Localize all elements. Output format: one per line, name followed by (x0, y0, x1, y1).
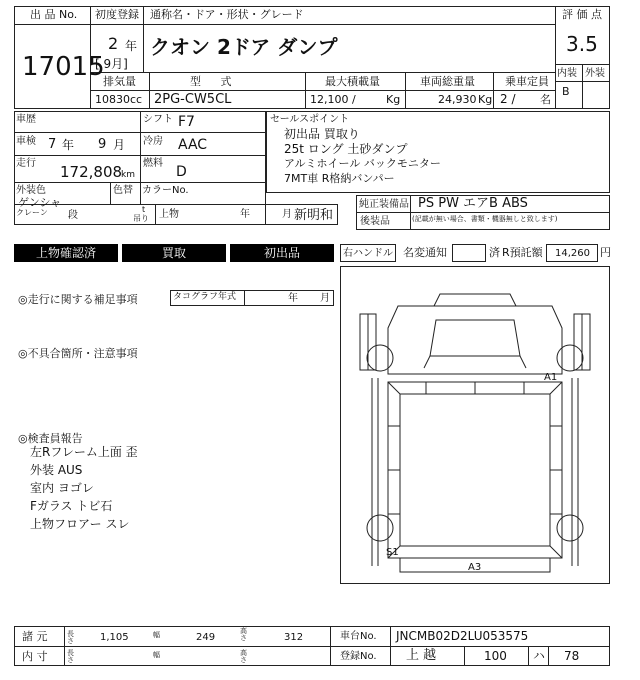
width: 249 (196, 632, 216, 643)
first-reg-label: 初度登録 (95, 8, 139, 21)
capacity: 2 / (500, 92, 516, 106)
inspector-line: 室内 ヨゴレ (30, 481, 94, 495)
ac: AAC (178, 137, 208, 153)
history-label: 車歴 (16, 114, 36, 125)
capacity-unit: 名 (540, 93, 551, 106)
recycle-unit: 円 (600, 246, 611, 259)
model-code-label: 型 式 (190, 75, 240, 88)
reg-kana: ハ (533, 649, 546, 663)
model-label: 通称名・ドア・形状・グレード (150, 8, 304, 21)
mark-s1: S1 (386, 547, 399, 558)
chassis-label: 車台No. (340, 631, 377, 642)
inspector-line: 上物フロアー スレ (30, 517, 130, 531)
tacho-month-unit: 月 (320, 293, 330, 304)
max-load: 12,100 / (310, 93, 356, 106)
upper-label: 上物 (159, 209, 179, 220)
upper-maker: 新明和 (294, 208, 334, 223)
score: 3.5 (566, 32, 598, 56)
inspection-label: 車検 (16, 136, 36, 147)
reg-label: 登録No. (340, 651, 377, 662)
tacho-label: タコグラフ年式 (173, 292, 237, 302)
aftermarket-note: (記載が無い場合、書類・機器無しと致します) (412, 215, 558, 223)
crane-label: クレーン (16, 208, 48, 217)
shift-label: シフト (143, 114, 173, 125)
dims-label: 諸 元 (22, 630, 48, 643)
inspection-year-unit: 年 (62, 138, 75, 152)
mileage: 172,808 (60, 163, 123, 181)
truck-diagram (340, 266, 610, 584)
inspector-line: 左Rフレーム上面 歪 (30, 445, 138, 459)
recycle-status: 済 (489, 246, 500, 259)
recycle-label: R預託額 (502, 246, 543, 259)
reg-region: 上 越 (406, 648, 437, 663)
lot-number: 17015 (22, 52, 105, 82)
length-label: 長さ (67, 630, 74, 645)
ac-label: 冷房 (143, 136, 163, 147)
first-reg-year: 2 (108, 34, 119, 53)
tacho-year-unit: 年 (288, 293, 298, 304)
displacement: 10830 (95, 93, 130, 106)
gross-weight-label: 車両総重量 (420, 75, 475, 88)
height: 312 (284, 632, 304, 643)
inspection-year: 7 (48, 137, 57, 152)
crane-ton-unit: t (142, 205, 146, 214)
mileage-unit: km (121, 170, 135, 180)
shift: F7 (178, 114, 195, 130)
inner-length-label: 長さ (67, 649, 74, 664)
fuel-label: 燃料 (143, 158, 163, 169)
inner-label: 内 寸 (22, 650, 48, 663)
reg-class: 100 (484, 649, 507, 663)
sales-point-line: 7MT車 R格納バンパー (284, 172, 395, 185)
sales-point-line: 初出品 買取り (284, 127, 360, 141)
gross-weight-unit: Kg (478, 93, 493, 106)
inspector-line: 外装 AUS (30, 463, 83, 477)
transfer-label: 名変通知 (403, 246, 447, 259)
recycle-amount: 14,260 (555, 248, 590, 259)
max-load-label: 最大積載量 (325, 75, 380, 88)
mileage-label: 走行 (16, 158, 36, 169)
lot-label: 出 品 No. (30, 8, 78, 21)
purchase-badge: 買取 (122, 244, 226, 262)
aftermarket-label: 後装品 (360, 216, 390, 227)
inner-height-label: 高さ (240, 649, 247, 664)
transfer-box (452, 244, 486, 262)
steering: 右ハンドル (343, 248, 393, 259)
first-listing-badge: 初出品 (230, 244, 334, 262)
color-no-field: カラーNo. (142, 185, 189, 196)
displacement-label: 排気量 (103, 75, 136, 88)
crane-hook-unit: 吊り (133, 214, 149, 223)
color-no-label: 色替 (113, 185, 133, 196)
upper-check-badge: 上物確認済 (14, 244, 118, 262)
inspection-month-unit: 月 (113, 138, 126, 152)
max-load-unit: Kg (386, 93, 401, 106)
width-label: 幅 (153, 631, 160, 639)
ext-color-label: 外装色 (16, 185, 46, 196)
score-label: 評 価 点 (562, 8, 602, 21)
capacity-label: 乗車定員 (505, 75, 549, 88)
factory-equipment: PS PW エアB ABS (418, 196, 528, 211)
model-code: 2PG-CW5CL (154, 92, 232, 107)
fuel: D (176, 164, 187, 180)
year-unit: 年 (125, 39, 138, 53)
model-name: クオン 2ドア ダンプ (150, 35, 338, 59)
upper-year-unit: 年 (240, 209, 250, 220)
inspection-month: 9 (98, 137, 107, 152)
displacement-unit: cc (130, 93, 143, 106)
tacho-title: ◎走行に関する補足事項 (18, 293, 138, 306)
factory-label: 純正装備品 (359, 199, 409, 210)
reg-number: 78 (564, 649, 580, 663)
mark-a3: A3 (468, 562, 482, 573)
interior-grade: B (562, 85, 570, 98)
gross-weight: 24,930 (438, 93, 477, 106)
inner-width-label: 幅 (153, 651, 160, 659)
chassis-number: JNCMB02D2LU053575 (396, 629, 529, 643)
sales-points-label: セールスポイント (270, 114, 350, 125)
inspector-line: Fガラス トビ石 (30, 499, 113, 513)
inspector-title: ◎検査員報告 (18, 432, 83, 445)
exterior-label: 外装 (585, 68, 605, 79)
upper-month-unit: 月 (282, 209, 292, 220)
first-reg-month: [ 9月] (95, 57, 128, 71)
defects-title: ◎不具合箇所・注意事項 (18, 347, 138, 360)
sales-point-line: アルミホイール バックモニター (284, 157, 441, 170)
height-label: 高さ (240, 627, 247, 642)
crane-stage-unit: 段 (68, 210, 78, 221)
interior-label: 内装 (557, 68, 577, 79)
length: 1,105 (100, 632, 129, 643)
ext-color: ゲンシャ (18, 196, 62, 209)
mark-a1: A1 (544, 372, 558, 383)
sales-point-line: 25t ロング 土砂ダンプ (284, 142, 408, 156)
